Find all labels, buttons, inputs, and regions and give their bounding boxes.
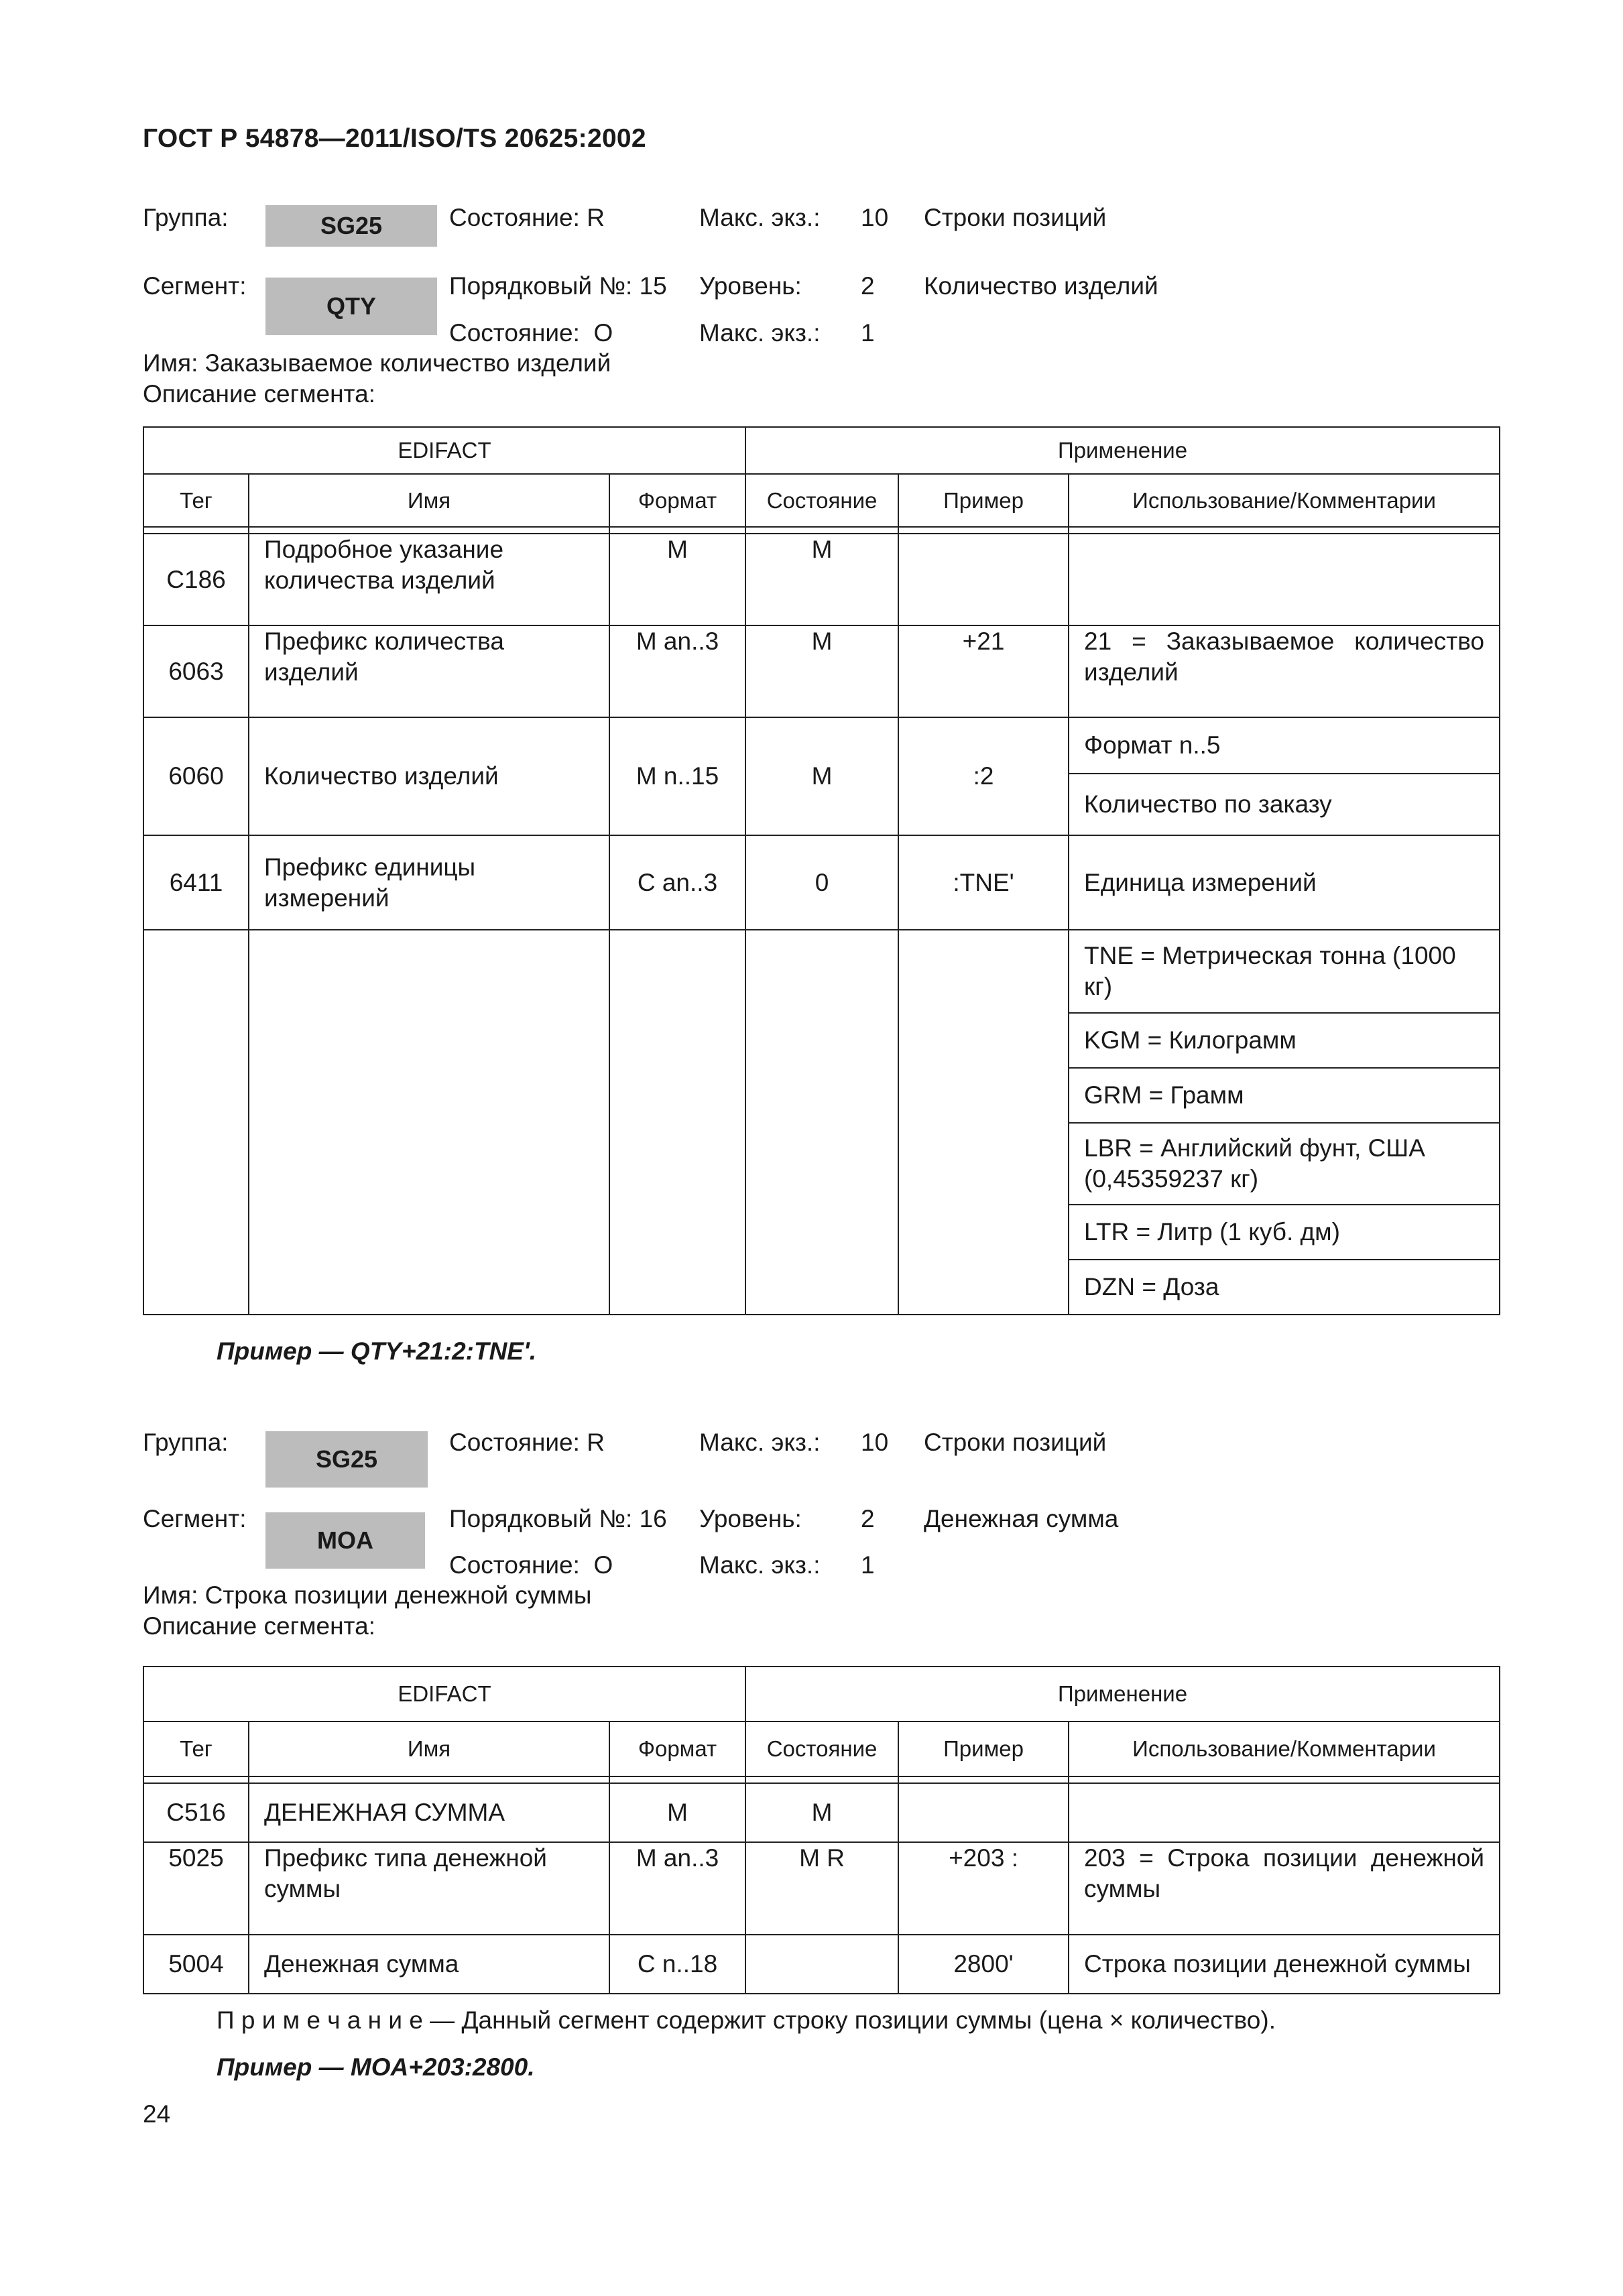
segment-level-value: 2 <box>861 1505 875 1532</box>
column-header-example: Пример <box>898 474 1069 527</box>
cell-status <box>745 1935 898 1994</box>
segment-status: Состояние: O <box>449 319 613 347</box>
cell-format: C an..3 <box>609 835 745 930</box>
application-header: Применение <box>745 427 1500 474</box>
cell-format: M n..15 <box>609 717 745 835</box>
code-value: TNE = Метрическая тонна (1000 кг) <box>1069 930 1500 1013</box>
cell-example: +21 <box>898 625 1069 717</box>
cell-name: Количество изделий <box>249 717 609 835</box>
segment-max-label: Макс. экз.: <box>699 1551 821 1579</box>
cell-name: ДЕНЕЖНАЯ СУММА <box>249 1783 609 1842</box>
cell-status: 0 <box>745 835 898 930</box>
segment-ordinal: Порядковый №: 16 <box>449 1505 667 1532</box>
example-moa: Пример — MOA+203:2800. <box>217 2053 535 2081</box>
cell-usage: 203 = Строка позиции денежной суммы <box>1069 1842 1500 1935</box>
cell-status: M <box>745 625 898 717</box>
cell-tag: 6060 <box>143 717 249 835</box>
segment-name: Имя: Заказываемое количество изделий <box>143 349 611 377</box>
segment-description-heading: Описание сегмента: <box>143 1612 375 1640</box>
segment-description-heading: Описание сегмента: <box>143 380 375 408</box>
cell-usage: Строка позиции денежной суммы <box>1069 1935 1500 1994</box>
segment-description: Количество изделий <box>924 272 1158 300</box>
segment-max-value: 1 <box>861 319 875 347</box>
group-description: Строки позиций <box>924 204 1107 231</box>
note-text: П р и м е ч а н и е — Данный сегмент содержит строку позиции суммы (цена × количество). <box>217 2006 1276 2034</box>
cell-usage <box>1069 534 1500 625</box>
code-row <box>143 1068 1500 1123</box>
cell-usage: Единица измерений <box>1069 835 1500 930</box>
group-status: Состояние: R <box>449 204 605 231</box>
group-code-box: SG25 <box>265 1431 428 1488</box>
cell-tag: 5025 <box>143 1842 249 1935</box>
code-row <box>143 1013 1500 1068</box>
cell-status: M <box>745 1783 898 1842</box>
column-header-usage: Использование/Комментарии <box>1069 474 1500 527</box>
table-row <box>143 534 1500 625</box>
cell-example <box>898 1783 1069 1842</box>
code-value: KGM = Килограмм <box>1069 1013 1500 1068</box>
cell-example: +203 : <box>898 1842 1069 1935</box>
segment-level-value: 2 <box>861 272 875 300</box>
cell-usage: Формат n..5 <box>1069 717 1500 774</box>
cell-tag: C186 <box>143 534 249 625</box>
group-max-value: 10 <box>861 204 889 231</box>
cell-usage: 21 = Заказываемое количество изделий <box>1069 625 1500 717</box>
segment-moa-table <box>143 1666 1500 1994</box>
segment-level-label: Уровень: <box>699 1505 802 1532</box>
segment-level-label: Уровень: <box>699 272 802 300</box>
cell-example: 2800' <box>898 1935 1069 1994</box>
column-header-usage: Использование/Комментарии <box>1069 1721 1500 1776</box>
code-value: LTR = Литр (1 куб. дм) <box>1069 1205 1500 1260</box>
code-row <box>143 1260 1500 1315</box>
segment-label: Сегмент: <box>143 272 247 300</box>
column-header-format: Формат <box>609 474 745 527</box>
cell-status: M <box>745 534 898 625</box>
cell-format: M <box>609 1783 745 1842</box>
cell-status: M R <box>745 1842 898 1935</box>
segment-name: Имя: Строка позиции денежной суммы <box>143 1581 592 1609</box>
edifact-header: EDIFACT <box>143 1667 745 1721</box>
cell-name: Префикс типа денежной суммы <box>249 1842 609 1935</box>
column-header-status: Состояние <box>745 1721 898 1776</box>
cell-example: :TNE' <box>898 835 1069 930</box>
group-status: Состояние: R <box>449 1429 605 1456</box>
cell-example <box>898 534 1069 625</box>
group-max-label: Макс. экз.: <box>699 204 821 231</box>
segment-max-value: 1 <box>861 1551 875 1579</box>
segment-description: Денежная сумма <box>924 1505 1119 1532</box>
group-code-box: SG25 <box>265 205 437 247</box>
segment-max-label: Макс. экз.: <box>699 319 821 347</box>
table-row <box>143 717 1500 774</box>
column-header-tag: Тег <box>143 1721 249 1776</box>
cell-name: Подробное указание количества изделий <box>249 534 609 625</box>
cell-name: Префикс количества изделий <box>249 625 609 717</box>
cell-format: M <box>609 534 745 625</box>
group-max-label: Макс. экз.: <box>699 1429 821 1456</box>
example-qty: Пример — QTY+21:2:TNE'. <box>217 1337 537 1365</box>
code-row <box>143 1205 1500 1260</box>
column-header-status: Состояние <box>745 474 898 527</box>
code-value: DZN = Доза <box>1069 1260 1500 1315</box>
table-row <box>143 625 1500 717</box>
cell-tag: 6063 <box>143 625 249 717</box>
segment-label: Сегмент: <box>143 1505 247 1532</box>
application-header: Применение <box>745 1667 1500 1721</box>
segment-ordinal: Порядковый №: 15 <box>449 272 667 300</box>
group-max-value: 10 <box>861 1429 889 1456</box>
cell-status: M <box>745 717 898 835</box>
column-header-name: Имя <box>249 474 609 527</box>
cell-format: M an..3 <box>609 625 745 717</box>
document-title: ГОСТ Р 54878—2011/ISO/TS 20625:2002 <box>143 124 646 153</box>
cell-usage <box>1069 1783 1500 1842</box>
cell-tag: 5004 <box>143 1935 249 1994</box>
segment-code-box: MOA <box>265 1512 425 1569</box>
column-header-name: Имя <box>249 1721 609 1776</box>
cell-tag: C516 <box>143 1783 249 1842</box>
cell-example: :2 <box>898 717 1069 835</box>
edifact-header: EDIFACT <box>143 427 745 474</box>
table-row <box>143 1842 1500 1935</box>
code-value: GRM = Грамм <box>1069 1068 1500 1123</box>
cell-name: Денежная сумма <box>249 1935 609 1994</box>
segment-code-box: QTY <box>265 278 437 335</box>
column-header-tag: Тег <box>143 474 249 527</box>
column-header-example: Пример <box>898 1721 1069 1776</box>
cell-tag: 6411 <box>143 835 249 930</box>
column-header-format: Формат <box>609 1721 745 1776</box>
table-row <box>143 835 1500 930</box>
code-row <box>143 1123 1500 1205</box>
cell-format: M an..3 <box>609 1842 745 1935</box>
table-row <box>143 1935 1500 1994</box>
group-label: Группа: <box>143 1429 229 1456</box>
page-number: 24 <box>143 2100 171 2128</box>
segment-qty-table <box>143 426 1500 1315</box>
code-row <box>143 930 1500 1013</box>
cell-name: Префикс единицы измерений <box>249 835 609 930</box>
cell-usage: Количество по заказу <box>1069 774 1500 835</box>
cell-format: C n..18 <box>609 1935 745 1994</box>
table-row <box>143 1783 1500 1842</box>
segment-status: Состояние: O <box>449 1551 613 1579</box>
group-label: Группа: <box>143 204 229 231</box>
group-description: Строки позиций <box>924 1429 1107 1456</box>
code-value: LBR = Английский фунт, США (0,45359237 кг) <box>1069 1123 1500 1205</box>
